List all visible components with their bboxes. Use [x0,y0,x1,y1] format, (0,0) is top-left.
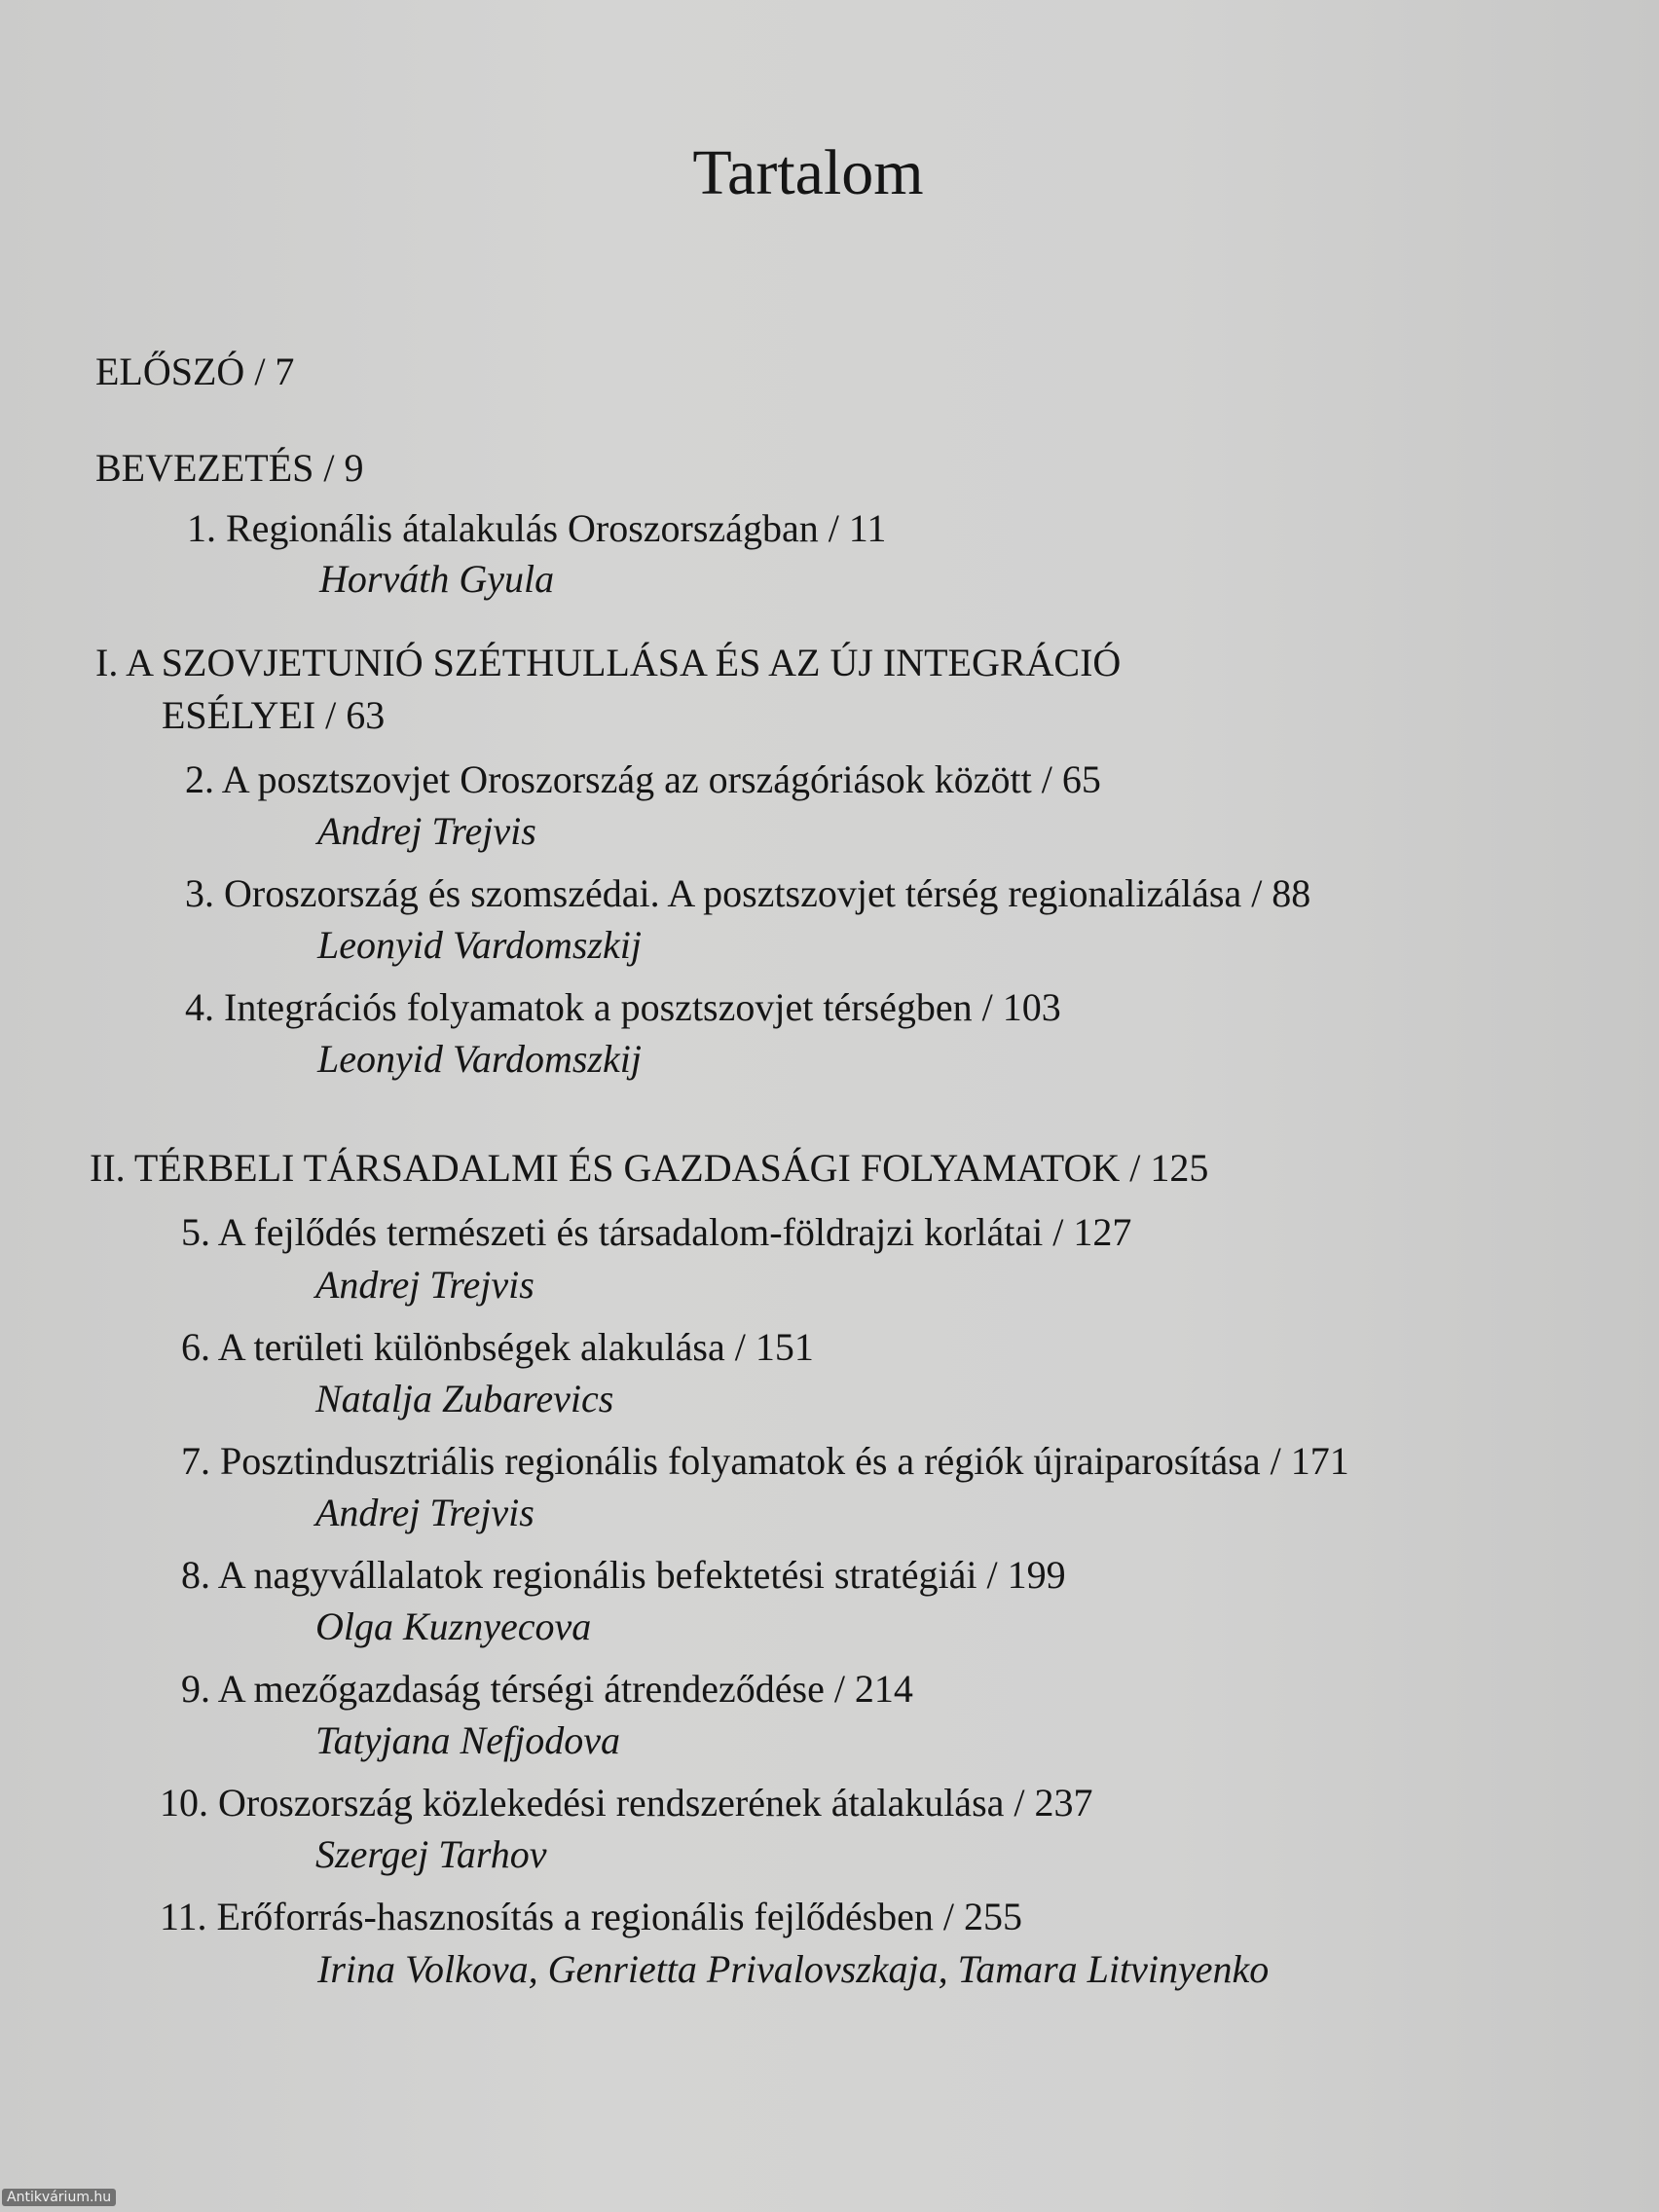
toc-chapter-title: 1. Regionális átalakulás Oroszországban / 11 [187,506,887,550]
toc-chapter-author: Tatyjana Nefjodova [315,1718,620,1762]
toc-chapter-author: Andrej Trejvis [315,1263,535,1307]
toc-chapter-author: Leonyid Vardomszkij [317,923,642,967]
toc-chapter-author: Horváth Gyula [319,557,555,601]
toc-chapter-title: 5. A fejlődés természeti és társadalom-földrajzi korlátai / 127 [181,1210,1132,1254]
toc-introduction: BEVEZETÉS / 9 [95,446,364,490]
toc-chapter-author: Irina Volkova, Genrietta Privalovszkaja, Tamara Litvinyenko [317,1947,1270,1991]
toc-part-heading-continued: ESÉLYEI / 63 [162,693,386,737]
toc-chapter-author: Olga Kuznyecova [315,1604,592,1648]
toc-chapter-title: 6. A területi különbségek alakulása / 151 [181,1325,814,1369]
watermark-badge: Antikvárium.hu [2,2189,116,2206]
toc-preface: ELŐSZÓ / 7 [95,350,295,393]
toc-chapter-title: 7. Posztindusztriális regionális folyamatok és a régiók újraiparosítása / 171 [181,1439,1349,1483]
toc-chapter-title: 11. Erőforrás-hasznosítás a regionális fejlődésben / 255 [160,1895,1023,1938]
toc-part-heading: I. A SZOVJETUNIÓ SZÉTHULLÁSA ÉS AZ ÚJ INTEGRÁCIÓ [95,641,1122,684]
toc-chapter-author: Szergej Tarhov [315,1832,547,1876]
toc-chapter-title: 2. A posztszovjet Oroszország az országóriások között / 65 [185,757,1101,801]
toc-chapter-author: Andrej Trejvis [317,809,536,853]
page-title: Tartalom [692,137,924,208]
toc-chapter-title: 3. Oroszország és szomszédai. A posztszovjet térség regionalizálása / 88 [185,871,1311,915]
toc-part-heading: II. TÉRBELI TÁRSADALMI ÉS GAZDASÁGI FOLYAMATOK / 125 [90,1146,1209,1190]
toc-chapter-author: Andrej Trejvis [315,1491,535,1534]
toc-chapter-title: 8. A nagyvállalatok regionális befektetési stratégiái / 199 [181,1553,1066,1597]
toc-chapter-title: 4. Integrációs folyamatok a posztszovjet térségben / 103 [185,985,1061,1029]
toc-chapter-title: 10. Oroszország közlekedési rendszerének átalakulása / 237 [160,1781,1093,1825]
toc-chapter-title: 9. A mezőgazdaság térségi átrendeződése / 214 [181,1667,913,1711]
toc-chapter-author: Natalja Zubarevics [315,1377,614,1420]
toc-chapter-author: Leonyid Vardomszkij [317,1037,642,1081]
